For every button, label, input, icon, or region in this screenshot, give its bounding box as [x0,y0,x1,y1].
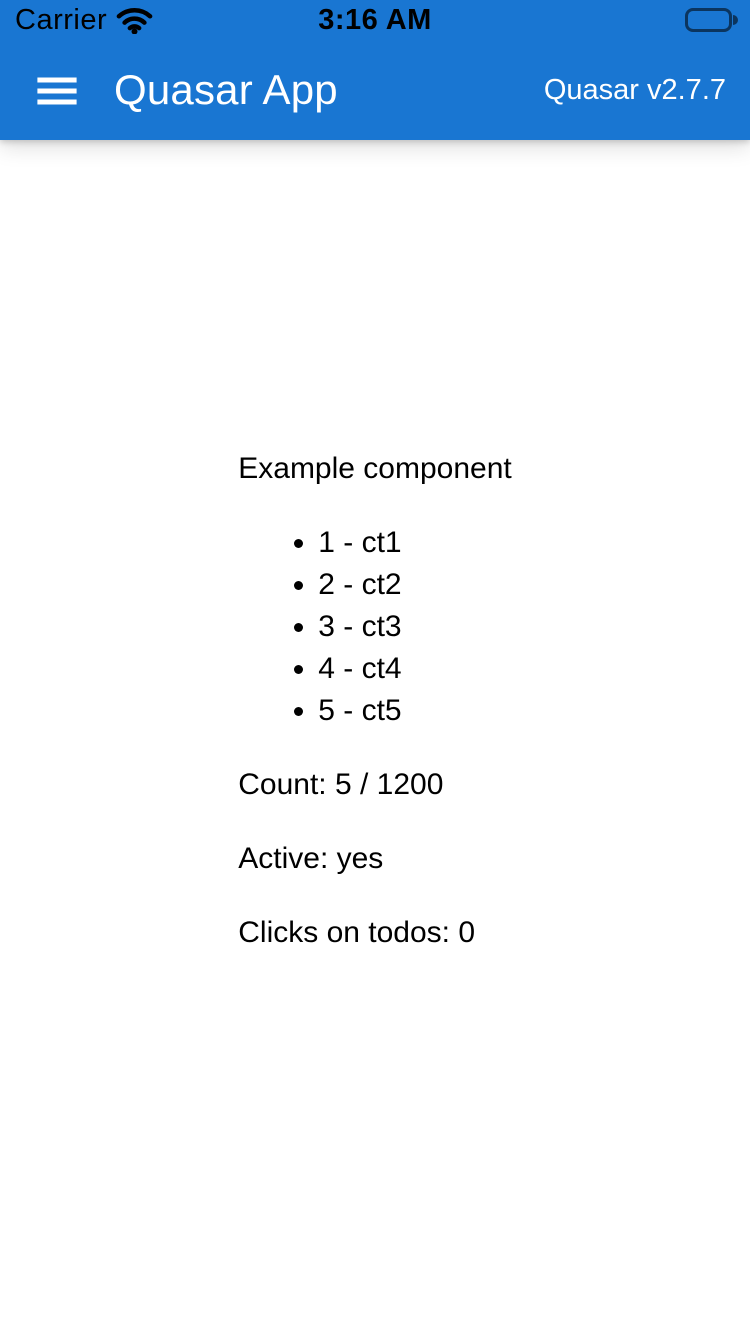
todo-list [238,522,512,732]
count-label: Count: 5 / 1200 [238,768,444,801]
battery-icon [685,8,738,32]
todo-item-5[interactable]: • 5 - ct5 [318,690,512,732]
version-label: Quasar v2.7.7 [543,73,726,106]
todo-item-4[interactable]: • 4 - ct4 [318,648,512,690]
menu-icon [33,66,81,114]
carrier-label: Carrier [15,3,108,36]
app-header [0,40,750,140]
menu-button[interactable] [24,57,90,123]
active-label: Active: yes [238,842,384,875]
status-bar [0,0,750,40]
example-component [238,448,512,954]
todo-item-3[interactable]: • 3 - ct3 [318,606,512,648]
clicks-label: Clicks on todos: 0 [238,916,476,949]
time-label: 3:16 AM [318,3,432,36]
app-title: Quasar App [114,66,338,113]
wifi-icon [116,7,153,34]
status-bar-right [685,8,738,32]
page [0,140,750,1334]
component-title: Example component [238,452,512,485]
status-bar-left [15,3,153,36]
todo-item-1[interactable]: • 1 - ct1 [318,522,512,564]
todo-item-2[interactable]: • 2 - ct2 [318,564,512,606]
